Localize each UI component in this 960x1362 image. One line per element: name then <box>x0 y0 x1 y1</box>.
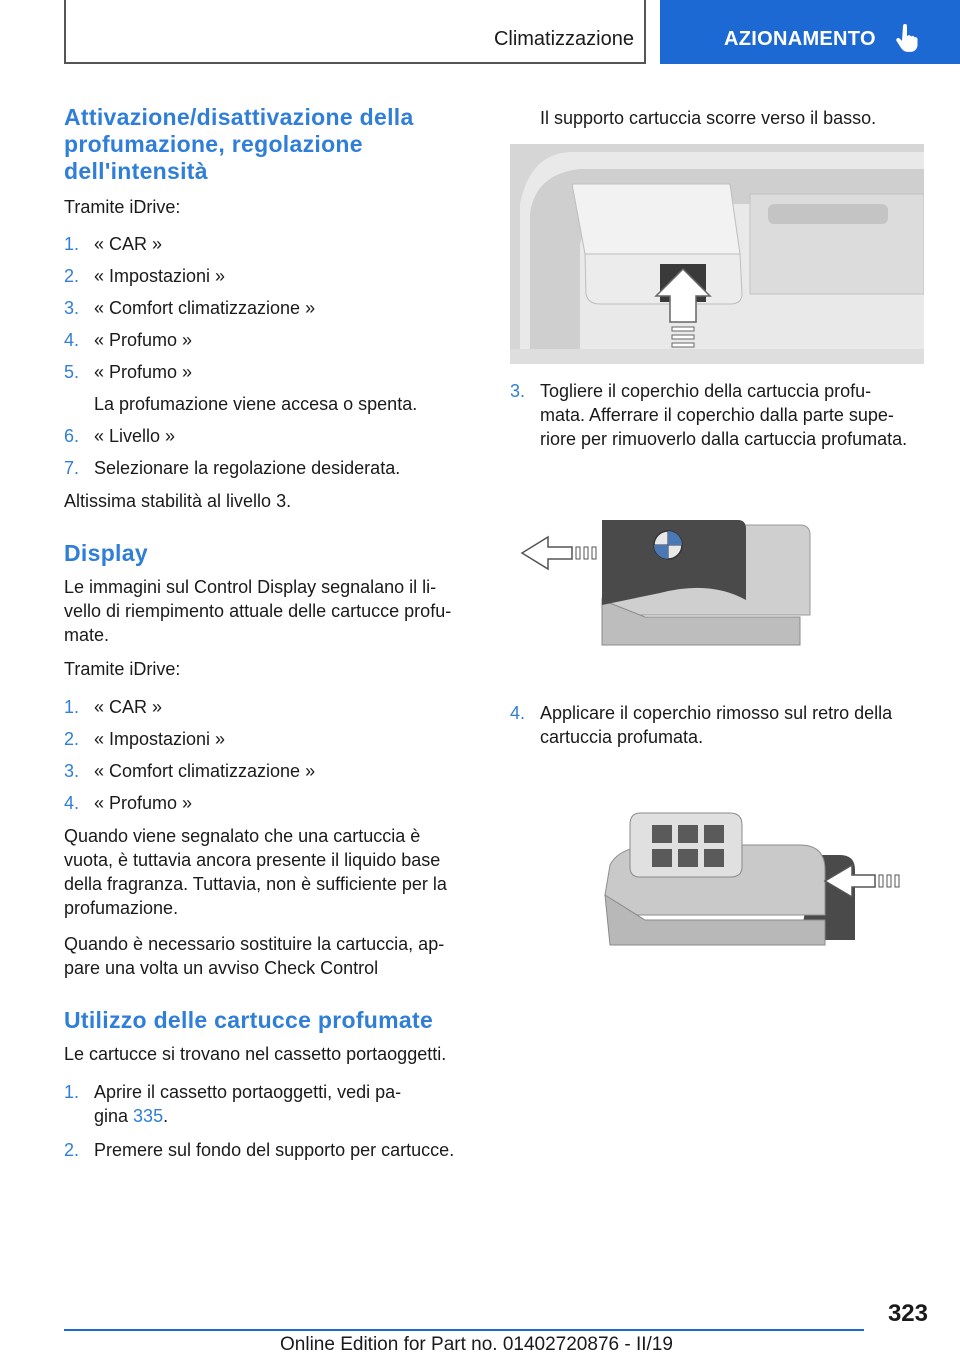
replace-cartridge-paragraph: Quando è necessario sostituire la cartuccia, ap- pare una volta un avviso Check Control <box>64 934 445 978</box>
footer-divider <box>64 1329 864 1331</box>
section-title-display: Display <box>64 540 148 566</box>
page-link[interactable]: 335 <box>133 1106 164 1126</box>
section-title-activation: Attivazione/disattivazione della profumazione, regolazione dell'intensità <box>64 104 414 184</box>
section-title-using-cartridges: Utilizzo delle cartucce profumate <box>64 1007 434 1033</box>
holder-slides-text: Il supporto cartuccia scorre verso il basso. <box>540 108 877 128</box>
header-chapter-tab <box>660 0 960 64</box>
page-number: 323 <box>887 1300 928 1327</box>
cartridges-location: Le cartucce si trovano nel cassetto portaoggetti. <box>64 1044 447 1064</box>
idrive-intro: Tramite iDrive: <box>64 197 181 217</box>
hand-pointer-icon <box>896 24 918 54</box>
header-chapter-title: AZIONAMENTO <box>724 28 876 50</box>
header-section-title: Climatizzazione <box>493 28 634 50</box>
cartridge-holder-illustration <box>510 144 924 364</box>
apply-cover-illustration <box>600 805 910 955</box>
header-section-box <box>64 0 646 64</box>
display-intro: Le immagini sul Control Display segnalano il li- vello di riempimento attuale delle cartucce profu- mate. <box>64 577 452 645</box>
stability-note: Altissima stabilità al livello 3. <box>64 491 292 511</box>
empty-cartridge-paragraph: Quando viene segnalato che una cartuccia è vuota, è tuttavia ancora presente il liquido base della fragranza. Tuttavia, non è sufficiente per la profumazione. <box>64 826 447 918</box>
footer-edition: Online Edition for Part no. 01402720876 - II/19 <box>280 1334 673 1355</box>
remove-cover-illustration <box>510 505 830 655</box>
idrive-intro: Tramite iDrive: <box>64 659 181 679</box>
